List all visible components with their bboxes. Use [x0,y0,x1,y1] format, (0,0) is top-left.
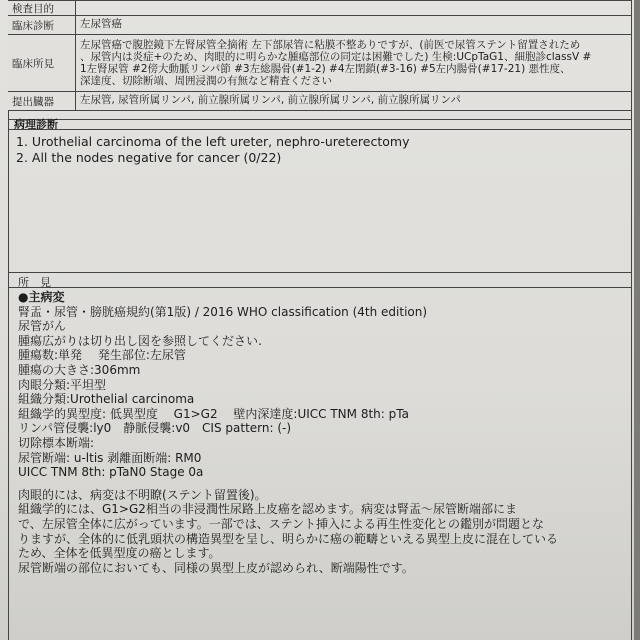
findings-line: 腫瘍広がりは切り出し図を参照してください. [18,333,262,348]
clinical-findings-value [76,35,631,91]
findings-line: 腫瘍の大きさ:306mm [18,362,141,377]
right-border [631,0,632,640]
findings-line: 尿管断端: u-ltis 剥離面断端: RM0 [18,450,202,465]
submitted-organs-label: 提出臓器 [8,92,76,110]
page-edge-shadow [634,0,640,640]
clinical-diagnosis-value: 左尿管癌 [80,18,122,30]
findings-section [8,272,631,640]
paragraph-line: りますが、全体的に低乳頭状の構造異型を呈し、明らかに癌の範疇といえる異型上皮に混在している [18,531,559,546]
findings-line: 腫瘍数:単発 発生部位:左尿管 [18,348,186,363]
paragraph-line: 肉眼的には、病変は不明瞭(ステント留置後)。 [18,487,267,502]
paragraph-gap [18,480,621,488]
paragraph-line: ため、全体を低異型度の癌とします。 [18,546,221,561]
submitted-organs-value: 左尿管, 尿管所属リンパ, 前立腺所属リンパ, 前立腺所属リンパ, 前立腺所属リンパ [80,94,461,106]
diagnosis-item: 2. All the nodes negative for cancer (0/22) [16,150,282,165]
paragraph-line: 組織学的には、G1>G2相当の非浸潤性尿路上皮癌を認めます。病変は腎盂～尿管断端部にま [18,502,517,517]
paragraph-line: 尿管断端の部位においても、同様の異型上皮が認められ、断端陽性です。 [18,560,414,575]
diagnosis-item: 1. Urothelial carcinoma of the left ureter, nephro-ureterectomy [16,134,410,149]
findings-line: 組織学的異型度: 低異型度 G1>G2 壁内深達度:UICC TNM 8th: pTa [18,406,409,421]
findings-line: 切除標本断端: [18,435,95,450]
clinical-findings-line: 深達度、切除断端、周囲浸潤の有無など精査ください [80,75,332,87]
clinical-info-table [8,0,631,120]
pathology-diagnosis-header: 病理診断 [8,114,631,130]
clinical-findings-line: 1左腎尿管 #2傍大動脈リンパ節 #3左総腸骨(#1-2) #4左閉鎖(#3-16) #5左内腸骨(#17-21) 悪性度、 [80,63,571,75]
paragraph-line: で、左尿管全体に広がっています。一部では、ステント挿入による再生性変化との鑑別が問題とな [18,516,544,531]
findings-line: UICC TNM 8th: pTaN0 Stage 0a [18,465,204,480]
submitted-organs-row [8,92,631,111]
pathology-diagnosis-section [8,114,631,273]
findings-line: 組織分類:Urothelial carcinoma [18,392,195,407]
pathology-diagnosis-list [8,130,631,170]
clinical-findings-row [8,35,631,92]
clinical-findings-label: 臨床所見 [8,35,76,91]
purpose-label: 検査目的 [8,1,76,15]
clinical-findings-line: 、尿管内は炎症+のため、肉眼的に明らかな腫瘍部位の同定は困難でした) 生検:UCpTaG1、細胞診classV # [80,51,592,63]
main-lesion-heading: ●主病変 [18,290,65,304]
findings-line: 肉眼分類:平坦型 [18,377,107,392]
findings-line: 尿管がん [18,319,67,334]
purpose-row [8,1,631,16]
clinical-diagnosis-row [8,16,631,35]
findings-line: リンパ管侵襲:ly0 静脈侵襲:v0 CIS pattern: (-) [18,421,292,436]
findings-body [8,288,631,577]
purpose-value [76,1,631,15]
findings-line: 腎盂・尿管・膀胱癌規約(第1版) / 2016 WHO classification (4th edition) [18,304,428,319]
clinical-diagnosis-label: 臨床診断 [8,16,76,34]
findings-header: 所 見 [8,272,631,288]
clinical-findings-line: 左尿管癌で腹腔鏡下左腎尿管全摘術 左下部尿管に粘膜不整ありですが、(前医で尿管ステント留置されため [80,39,581,51]
